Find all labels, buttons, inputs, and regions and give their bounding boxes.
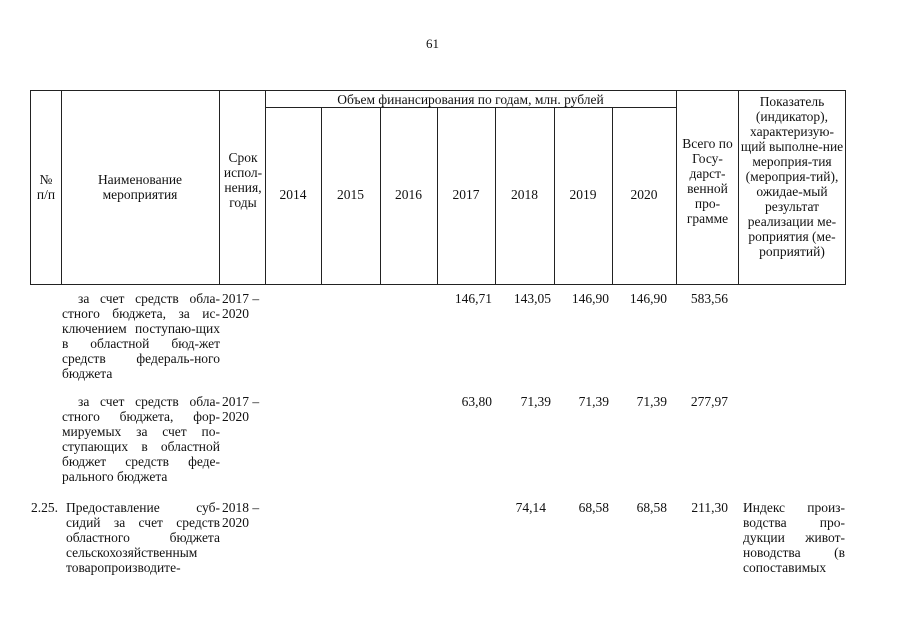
row-value-2017: 63,80 [461, 394, 492, 409]
row-name: за счет средств обла-стного бюджета, за ис-ключением поступаю-щих в областной бюд-жет средств федераль-ного бюджета [62, 291, 220, 381]
header-total: Всего по Госу-дарст-венной про-грамме [682, 136, 733, 226]
header-term: Срок испол-нения, годы [223, 150, 263, 210]
row-name: за счет средств обла-стного бюджета, фор-мируемых за счет по-ступающих в областной бюджет средств феде-рального бюджета [62, 394, 220, 484]
table-top-border [30, 90, 845, 91]
row-total: 277,97 [690, 394, 728, 409]
header-year-2020: 2020 [630, 187, 658, 202]
row-value-2018: 143,05 [513, 291, 551, 306]
header-indicator: Показатель (индикатор), характеризую-щий выполне-ние мероприя-тия (мероприя-тий), ожидае-мый результат реализации ме-роприятия (ме-роприятий) [740, 94, 844, 259]
header-year-2019: 2019 [569, 187, 597, 202]
financing-group-divider [265, 107, 676, 108]
row-total: 211,30 [691, 500, 728, 515]
header-name: Наименование мероприятия [97, 172, 183, 202]
col-line [845, 90, 846, 285]
row-term: 2018 – 2020 [222, 500, 260, 530]
header-year-2017: 2017 [452, 187, 480, 202]
row-term: 2017 – 2020 [222, 291, 260, 321]
col-line [30, 90, 31, 285]
header-year-2018: 2018 [511, 187, 538, 202]
row-value-2018: 74,14 [515, 500, 546, 515]
row-term: 2017 – 2020 [222, 394, 260, 424]
header-year-2015: 2015 [337, 187, 364, 202]
col-line [738, 90, 739, 285]
row-value-2017: 146,71 [454, 291, 492, 306]
row-value-2020: 71,39 [636, 394, 667, 409]
row-value-2020: 68,58 [636, 500, 667, 515]
row-no: 2.25. [31, 500, 58, 515]
row-value-2020: 146,90 [629, 291, 667, 306]
row-value-2019: 68,58 [578, 500, 609, 515]
header-no: № п/п [36, 172, 56, 202]
header-year-2014: 2014 [279, 187, 307, 202]
row-value-2019: 71,39 [578, 394, 609, 409]
row-value-2019: 146,90 [571, 291, 609, 306]
row-indicator: Индекс произ-водства про-дукции живот-новодства (в сопоставимых [743, 500, 845, 575]
col-line [219, 90, 220, 285]
row-total: 583,56 [690, 291, 728, 306]
row-name: Предоставление суб-сидий за счет средств областного бюджета сельскохозяйственным товаропроизводите- [66, 500, 220, 575]
row-value-2018: 71,39 [520, 394, 551, 409]
header-financing-group: Объем финансирования по годам, млн. рублей [337, 92, 604, 107]
col-line [61, 90, 62, 285]
header-year-2016: 2016 [395, 187, 422, 202]
page-number: 61 [426, 36, 439, 51]
